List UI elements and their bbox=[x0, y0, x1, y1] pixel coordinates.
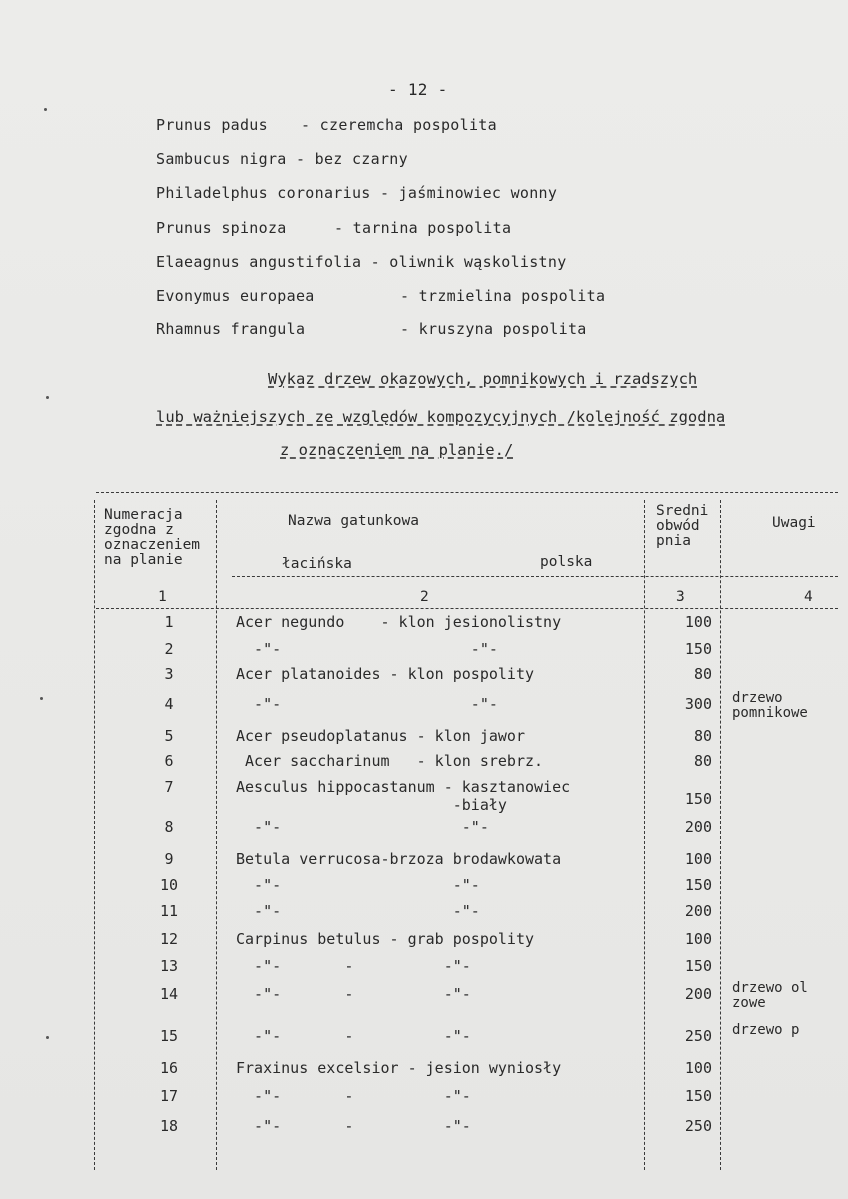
row-number: 7 bbox=[164, 778, 174, 796]
row-circumference: 150 bbox=[684, 640, 712, 658]
row-number: 13 bbox=[159, 957, 179, 975]
row-circumference: 150 bbox=[684, 876, 712, 894]
row-circumference: 150 bbox=[684, 1087, 712, 1105]
row-number: 16 bbox=[159, 1059, 179, 1077]
row-number: 5 bbox=[164, 727, 174, 745]
row-circumference: 100 bbox=[684, 930, 712, 948]
header-bottom-rule bbox=[96, 608, 838, 609]
row-species-name: -"- -"- bbox=[236, 818, 489, 836]
row-species-name: -"- -"- bbox=[236, 640, 498, 658]
row-circumference: 150 bbox=[684, 790, 712, 808]
row-circumference: 200 bbox=[684, 818, 712, 836]
row-number: 14 bbox=[159, 985, 179, 1003]
row-remarks: drzewo ol zowe bbox=[732, 980, 808, 1011]
row-number: 15 bbox=[159, 1027, 179, 1045]
row-species-name: Acer pseudoplatanus - klon jawor bbox=[236, 727, 525, 745]
row-number: 17 bbox=[159, 1087, 179, 1105]
row-species-name: Fraxinus excelsior - jesion wyniosły bbox=[236, 1059, 562, 1077]
header-col1: Numeracja zgodna z oznaczeniem na planie bbox=[104, 507, 201, 568]
row-species-name: -"- - -"- bbox=[236, 1117, 471, 1135]
row-species-name: -"- - -"- bbox=[236, 1027, 471, 1045]
header-col4: Uwagi bbox=[772, 515, 816, 531]
row-circumference: 250 bbox=[684, 1117, 712, 1135]
row-number: 8 bbox=[164, 818, 174, 836]
row-number: 3 bbox=[164, 665, 174, 683]
header-col3: Sredni obwód pnia bbox=[656, 503, 709, 549]
row-number: 12 bbox=[159, 930, 179, 948]
row-species-name: -"- - -"- bbox=[236, 957, 471, 975]
row-species-name: -"- - -"- bbox=[236, 1087, 471, 1105]
scan-speck bbox=[40, 697, 43, 700]
scan-speck bbox=[46, 1036, 49, 1039]
row-number: 11 bbox=[159, 902, 179, 920]
row-number: 10 bbox=[159, 876, 179, 894]
header-col2: Nazwa gatunkowa bbox=[288, 513, 419, 529]
header-col2-polish: polska bbox=[540, 554, 593, 570]
col3-rule bbox=[720, 500, 721, 1170]
table-left-rule bbox=[94, 500, 95, 1170]
section-title-line-3: z oznaczeniem na planie./ bbox=[280, 441, 514, 459]
row-species-name: -"- -"- bbox=[236, 876, 480, 894]
header-num-3: 3 bbox=[676, 589, 685, 605]
row-species-name: Acer platanoides - klon pospolity bbox=[236, 665, 535, 683]
table-top-rule bbox=[96, 492, 838, 493]
header-num-2: 2 bbox=[420, 589, 429, 605]
row-circumference: 300 bbox=[684, 695, 712, 713]
scan-speck bbox=[46, 396, 49, 399]
header-num-4: 4 bbox=[804, 589, 813, 605]
row-species-name: Aesculus hippocastanum - kasztanowiec -biały bbox=[236, 778, 571, 814]
row-circumference: 200 bbox=[684, 985, 712, 1003]
col1-rule bbox=[216, 500, 217, 1170]
section-title-line-1: Wykaz drzew okazowych, pomnikowych i rzadszych bbox=[268, 370, 698, 388]
page-number: - 12 - bbox=[388, 80, 448, 99]
row-circumference: 100 bbox=[684, 613, 712, 631]
row-circumference: 100 bbox=[684, 1059, 712, 1077]
row-species-name: -"- -"- bbox=[236, 695, 498, 713]
header-col2-latin: łacińska bbox=[282, 556, 352, 572]
row-circumference: 250 bbox=[684, 1027, 712, 1045]
row-species-name: Acer negundo - klon jesionolistny bbox=[236, 613, 562, 631]
row-circumference: 80 bbox=[693, 752, 712, 770]
section-title-line-2: lub ważniejszych ze względów kompozycyjnych /kolejność zgodna bbox=[156, 408, 726, 426]
row-species-name: -"- - -"- bbox=[236, 985, 471, 1003]
row-species-name: -"- -"- bbox=[236, 902, 480, 920]
header-sub-rule bbox=[232, 576, 838, 577]
row-number: 2 bbox=[164, 640, 174, 658]
scan-speck bbox=[44, 108, 47, 111]
header-num-1: 1 bbox=[158, 589, 167, 605]
row-remarks: drzewo pomnikowe bbox=[732, 690, 808, 721]
row-circumference: 200 bbox=[684, 902, 712, 920]
row-species-name: Carpinus betulus - grab pospolity bbox=[236, 930, 535, 948]
row-number: 1 bbox=[164, 613, 174, 631]
row-number: 6 bbox=[164, 752, 174, 770]
row-circumference: 80 bbox=[693, 665, 712, 683]
row-remarks: drzewo p bbox=[732, 1022, 800, 1038]
row-number: 4 bbox=[164, 695, 174, 713]
row-number: 18 bbox=[159, 1117, 179, 1135]
row-circumference: 100 bbox=[684, 850, 712, 868]
row-circumference: 80 bbox=[693, 727, 712, 745]
row-circumference: 150 bbox=[684, 957, 712, 975]
row-species-name: Acer saccharinum - klon srebrz. bbox=[236, 752, 544, 770]
row-number: 9 bbox=[164, 850, 174, 868]
row-species-name: Betula verrucosa-brzoza brodawkowata bbox=[236, 850, 562, 868]
document-page: - 12 - Prunus padus - czeremcha pospolita Sambucus nigra - bez czarny Philadelphus coronarius - jaśminowiec wonny Prunus spinoza - tarnina pospolita Elaeagnus angustifolia - oliwnik wąskolistny Evonymus europaea - trzmielina pospolita Rhamnus frangula - kruszyna pospolita Wykaz drzew okazowych, pomnikowych i rzadszych lub ważniejszych ze względów kompozycyjnych /kolejność zgodna z oznaczeniem na planie./ Numeracja zgodna z oznaczeniem na planie Nazwa gatunkowa łacińska polska Sredni obwód pnia Uwagi 1 2 3 4 1 Acer negundo - klon jesionolistny 100 2 -"- -"- 150 3 Acer platanoides - klon pospolity 80 4 -"- -"- 300 drzewo pomnikowe 5 Acer pseudoplatanus - klon jawor 80 6 Acer saccharinum - klon srebrz. 80 7 Aesculus hippocastanum - kasztanowiec -biały 150 8 -"- -"- 200 9 Betula verrucosa-brzoza brodawkowata 100 10 -"- -"- 150 11 -"- -"- 200 12 Carpinus betulus - grab pospolity 100 13 -"- - -"- 150 14 -"- - -"- 200 drzewo ol zowe 15 -"- - -"- 250 drzewo p 16 Fraxinus excelsior - jesion wyniosły 100 17 -"- - -"- 150 18 -"- - -"- 250 bbox=[0, 0, 848, 1199]
